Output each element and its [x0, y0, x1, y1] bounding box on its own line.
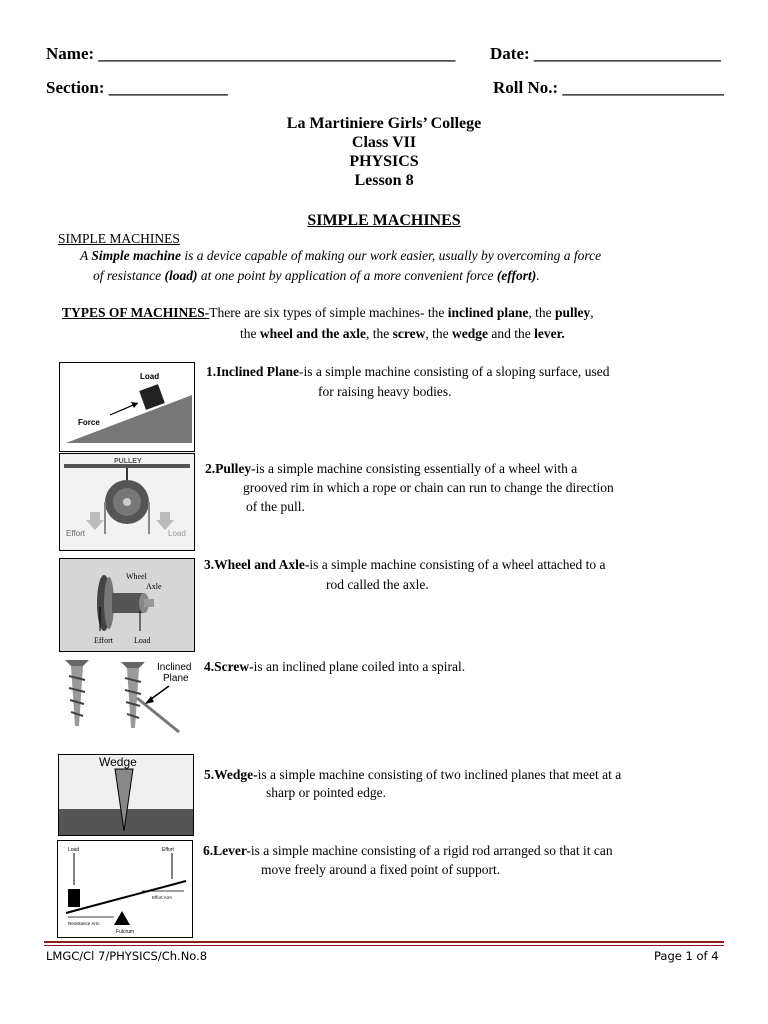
types-term: wheel and the axle	[259, 326, 366, 341]
lever-resistance-arm-label: Resistance Arm	[68, 921, 100, 926]
lever-effort-arm-label: Effort Arm	[152, 895, 172, 900]
machine-5-term: 5.Wedge-	[204, 767, 258, 782]
machine-6-line-1	[203, 843, 613, 859]
footer-page-number: Page 1 of 4	[654, 949, 719, 963]
inclined-plane-diagram	[60, 363, 194, 451]
machine-3-line-1	[204, 557, 606, 573]
types-text: There are six types of simple machines- the	[209, 305, 448, 320]
wheel-axle-diagram	[60, 559, 194, 651]
lever-effort-label: Effort	[162, 847, 174, 853]
machine-2-line-2: grooved rim in which a rope or chain can run to change the direction	[243, 480, 614, 495]
intro-text: .	[536, 268, 540, 283]
machine-5-text: is a simple machine consisting of two inclined planes that meet at a	[257, 767, 622, 782]
intro-heading: SIMPLE MACHINES	[58, 231, 180, 246]
date-field	[490, 44, 721, 64]
machine-3-text: is a simple machine consisting of a wheel attached to a	[309, 557, 606, 572]
lever-fulcrum-label: Fulcrum	[116, 929, 135, 935]
pulley-figure	[59, 453, 195, 551]
wedge-title-label: Wedge	[99, 755, 137, 769]
intro-text: is a device capable of making our work easier, usually by overcoming a force	[181, 248, 602, 263]
intro-line-1	[80, 248, 601, 264]
class-title: Class VII	[351, 134, 417, 151]
intro-term: Simple machine	[91, 248, 182, 263]
machine-5-line-2: sharp or pointed edge.	[266, 785, 386, 800]
pulley-title-label: PULLEY	[114, 458, 142, 465]
machine-2-line-3: of the pull.	[246, 499, 305, 514]
machine-3-line-2: rod called the axle.	[326, 577, 429, 592]
intro-term: (load)	[164, 268, 198, 283]
school-name: La Martiniere Girls’ College	[286, 115, 482, 132]
roll-label: Roll No.:	[493, 78, 559, 97]
pulley-effort-label: Effort	[66, 529, 85, 538]
types-heading: TYPES OF MACHINES-	[62, 305, 210, 320]
types-text: , the	[528, 305, 555, 320]
roll-blank: ___________________	[562, 78, 724, 97]
wheel-axle-figure	[59, 558, 195, 652]
machine-6-text: is a simple machine consisting of a rigid rod arranged so that it can	[250, 843, 613, 858]
name-label: Name:	[46, 44, 95, 63]
lever-diagram	[58, 841, 192, 937]
wheel-wheel-label: Wheel	[126, 572, 147, 581]
intro-term: (effort)	[496, 268, 537, 283]
machine-1-line-1	[206, 364, 609, 380]
screw-inclined-label: Inclined	[157, 662, 192, 673]
roll-field	[493, 78, 724, 98]
machine-6-line-2: move freely around a fixed point of support.	[261, 862, 501, 877]
section-label: Section:	[46, 78, 105, 97]
pulley-load-label: Load	[168, 529, 186, 538]
machine-2-term: 2.Pulley-	[205, 461, 256, 476]
footer-course-code: LMGC/Cl 7/PHYSICS/Ch.No.8	[46, 949, 208, 963]
incline-force-label: Force	[78, 418, 100, 427]
types-text: , the	[425, 326, 452, 341]
screw-plane-label: Plane	[163, 673, 189, 684]
intro-line-2	[93, 268, 540, 284]
machine-2-line-1	[205, 461, 577, 477]
types-term: pulley	[554, 305, 591, 320]
types-text: ,	[590, 305, 594, 320]
types-term: wedge	[452, 326, 488, 341]
machine-6-term: 6.Lever-	[203, 843, 251, 858]
types-term: screw	[392, 326, 426, 341]
machine-3-term: 3.Wheel and Axle-	[204, 557, 310, 572]
wheel-axle-label: Axle	[146, 582, 162, 591]
date-blank: ______________________	[533, 44, 721, 63]
subject-title: PHYSICS	[349, 153, 419, 170]
lever-load-label: Load	[68, 847, 80, 853]
types-line-1	[62, 305, 594, 321]
lesson-title: Lesson 8	[354, 172, 414, 189]
topic-title: SIMPLE MACHINES	[307, 212, 461, 229]
types-term: lever.	[534, 326, 565, 341]
section-field	[46, 78, 228, 98]
lever-figure	[57, 840, 193, 938]
machine-4-line-1	[204, 659, 465, 675]
name-field	[46, 44, 455, 64]
footer-rule-thick	[44, 941, 724, 943]
machine-4-text: is an inclined plane coiled into a spiral.	[253, 659, 466, 674]
screw-diagram	[59, 656, 193, 746]
intro-text: at one point by application of a more convenient force	[197, 268, 497, 283]
wedge-figure	[58, 754, 194, 836]
intro-text: of resistance	[93, 268, 165, 283]
types-text: and the	[488, 326, 535, 341]
section-blank: ______________	[108, 78, 228, 97]
wheel-effort-label: Effort	[94, 636, 113, 645]
intro-text: A	[80, 248, 92, 263]
wedge-diagram	[59, 755, 193, 835]
incline-load-label: Load	[140, 372, 160, 381]
pulley-diagram	[60, 454, 194, 550]
types-term: inclined plane	[447, 305, 529, 320]
date-label: Date:	[490, 44, 530, 63]
wheel-load-label: Load	[134, 636, 151, 645]
inclined-plane-figure	[59, 362, 195, 452]
machine-2-text: is a simple machine consisting essentially of a wheel with a	[255, 461, 578, 476]
types-line-2	[240, 326, 565, 342]
name-blank: __________________________________________	[98, 44, 456, 63]
machine-1-line-2: for raising heavy bodies.	[318, 384, 452, 399]
footer-rule-thin	[44, 945, 724, 946]
types-text: , the	[366, 326, 393, 341]
types-text: the	[240, 326, 260, 341]
machine-1-text: -is a simple machine consisting of a sloping surface, used	[299, 364, 610, 379]
machine-1-term: 1.Inclined Plane	[206, 364, 300, 379]
screw-figure	[59, 656, 193, 746]
machine-5-line-1	[204, 767, 621, 783]
machine-4-term: 4.Screw-	[204, 659, 254, 674]
